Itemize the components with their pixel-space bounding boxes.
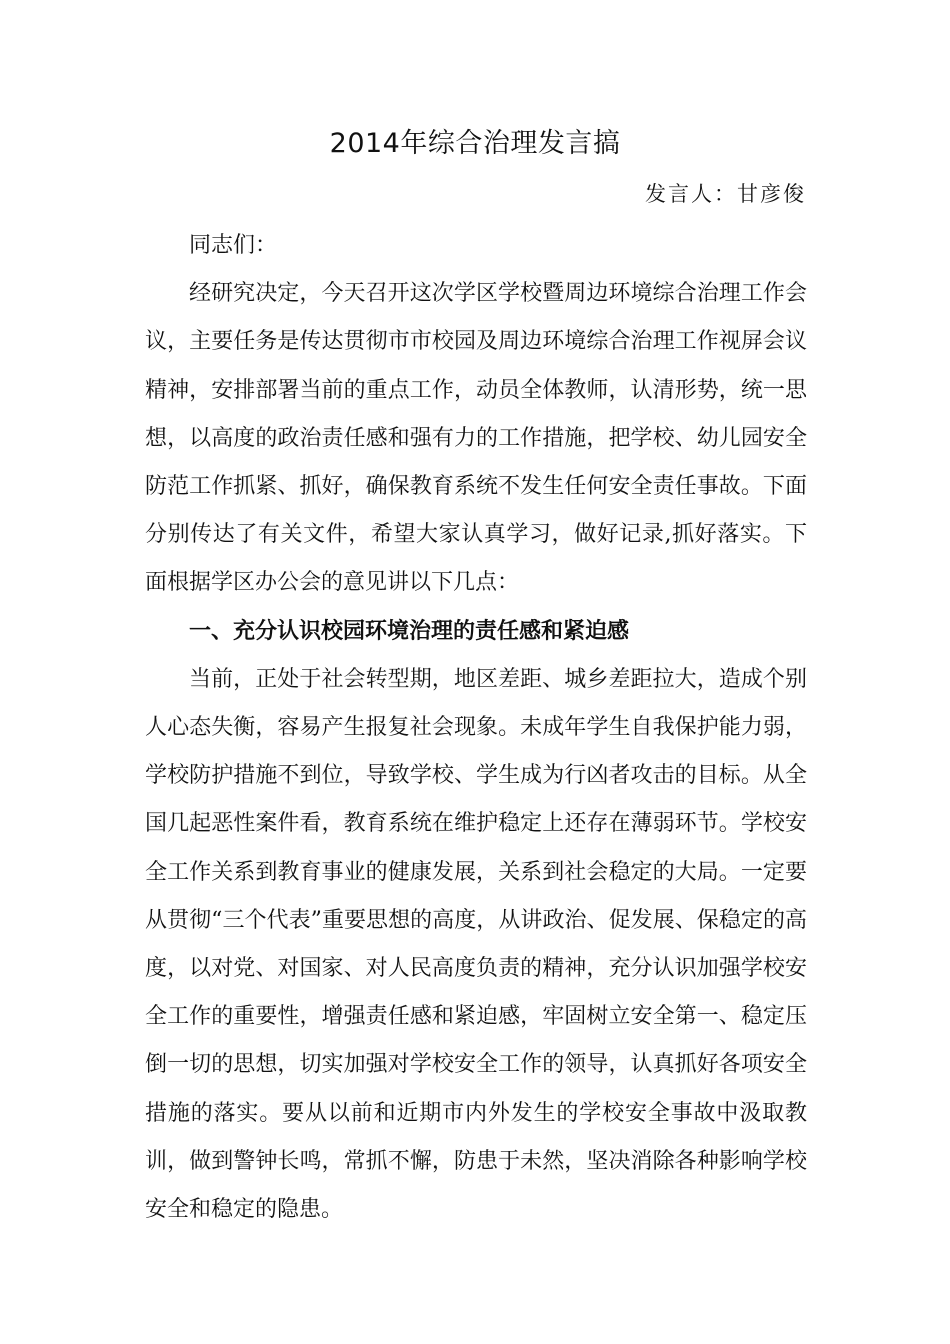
- speaker-line: 发言人：甘彦俊: [645, 182, 806, 206]
- greeting: 同志们：: [189, 233, 278, 258]
- section-heading-1: 一、充分认识校园环境治理的责任感和紧迫感: [189, 618, 630, 644]
- document-title: 2014年综合治理发言搞: [329, 128, 621, 159]
- paragraph-intro: 经研究决定，今天召开这次学区学校暨周边环境综合治理工作会议，主要任务是传达贯彻市市校园及周边环境综合治理工作视屏会议精神，安排部署当前的重点工作，动员全体教师，认清形势，统一思想，以高度的政治责任感和强有力的工作措施，把学校、幼儿园安全防范工作抓紧、抓好，确保教育系统不发生任何安全责任事故。下面分别传达了有关文件，希望大家认真学习，做好记录,抓好落实。下面根据学区办公会的意见讲以下几点：: [145, 281, 807, 596]
- document-body: [145, 222, 807, 1234]
- paragraph-section-1: 当前，正处于社会转型期，地区差距、城乡差距拉大，造成个别人心态失衡，容易产生报复社会现象。未成年学生自我保护能力弱，学校防护措施不到位，导致学校、学生成为行凶者攻击的目标。从全国几起恶性案件看，教育系统在维护稳定上还存在薄弱环节。学校安全工作关系到教育事业的健康发展，关系到社会稳定的大局。一定要从贯彻“三个代表”重要思想的高度，从讲政治、促发展、保稳定的高度，以对党、对国家、对人民高度负责的精神，充分认识加强学校安全工作的重要性，增强责任感和紧迫感，牢固树立安全第一、稳定压倒一切的思想，切实加强对学校安全工作的领导，认真抓好各项安全措施的落实。要从以前和近期市内外发生的学校安全事故中汲取教训，做到警钟长鸣，常抓不懈，防患于未然，坚决消除各种影响学校安全和稳定的隐患。: [145, 666, 807, 1223]
